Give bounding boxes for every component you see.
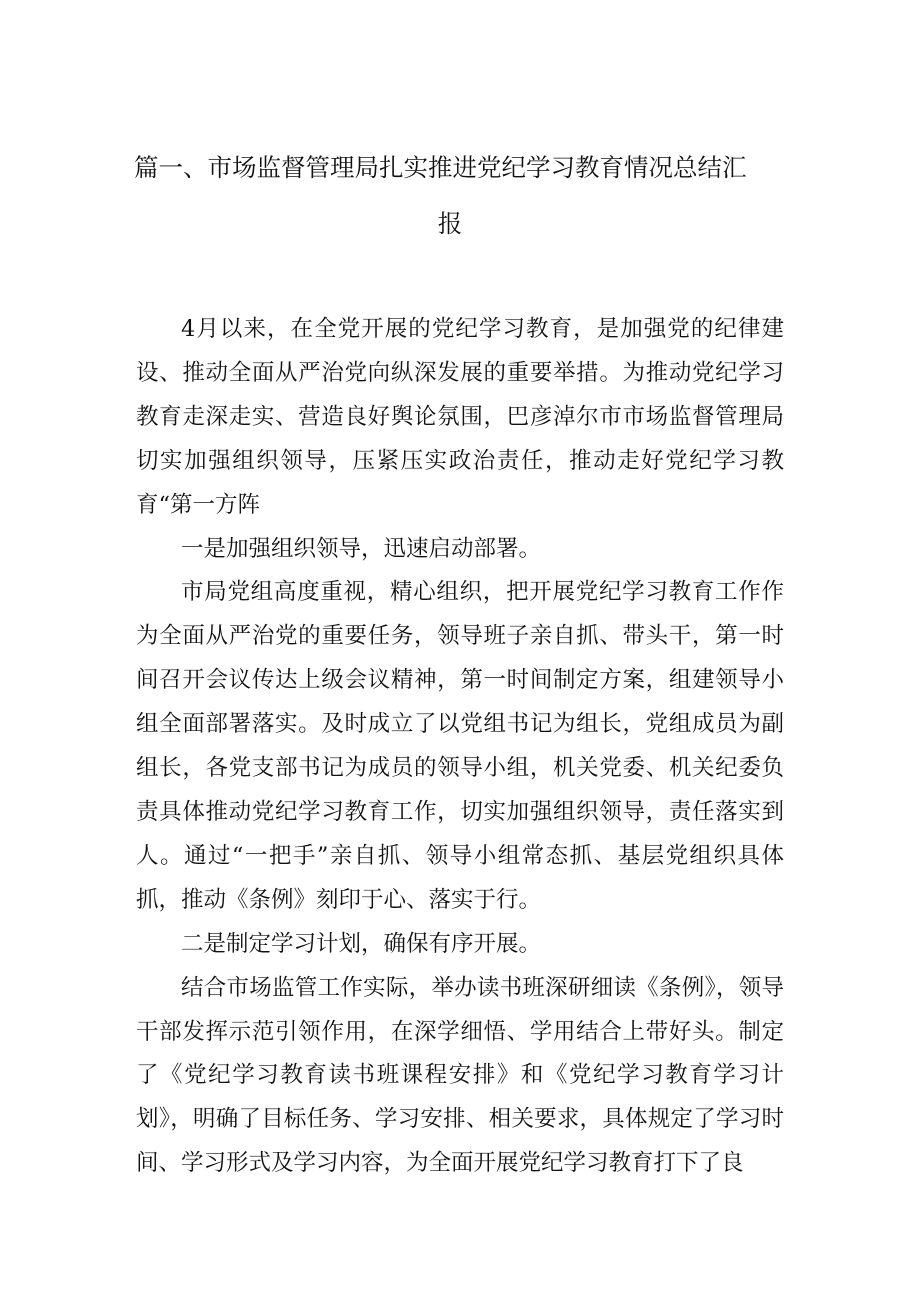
title-line-2: 报 xyxy=(437,209,463,238)
paragraph-intro: 4月以来，在全党开展的党纪学习教育，是加强党的纪律建设、推动全面从严治党向纵深发展的重要举措。为推动党纪学习教育走深走实、营造良好舆论氛围，巴彦淖尔市市场监督管理局切实加强组织领导，压紧压实政治责任，推动走好党纪学习教育“第一方阵 xyxy=(136,316,784,518)
paragraph-section-1: 市局党组高度重视，精心组织，把开展党纪学习教育工作作为全面从严治党的重要任务，领导班子亲自抓、带头干，第一时间召开会议传达上级会议精神，第一时间制定方案，组建领导小组全面部署落实。及时成立了以党组书记为组长，党组成员为副组长，各党支部书记为成员的领导小组，机关党委、机关纪委负责具体推动党纪学习教育工作，切实加强组织领导，责任落实到人。通过“一把手”亲自抓、领导小组常态抓、基层党组织具体抓，推动《条例》刻印于心、落实于行。 xyxy=(136,579,784,913)
document-title xyxy=(134,140,754,252)
title-line-1: 篇一、市场监督管理局扎实推进党纪学习教育情况总结汇 xyxy=(134,153,747,182)
paragraph-section-2: 结合市场监管工作实际，举办读书班深研细读《条例》，领导干部发挥示范引领作用，在深学细悟、学用结合上带好头。制定了《党纪学习教育读书班课程安排》和《党纪学习教育学习计划》，明确了目标任务、学习安排、相关要求，具体规定了学习时间、学习形式及学习内容，为全面开展党纪学习教育打下了良 xyxy=(136,974,784,1177)
section-heading-2: 二是制定学习计划，确保有序开展。 xyxy=(181,930,542,957)
section-heading-1: 一是加强组织领导，迅速启动部署。 xyxy=(181,535,542,562)
document-body xyxy=(136,308,784,1186)
